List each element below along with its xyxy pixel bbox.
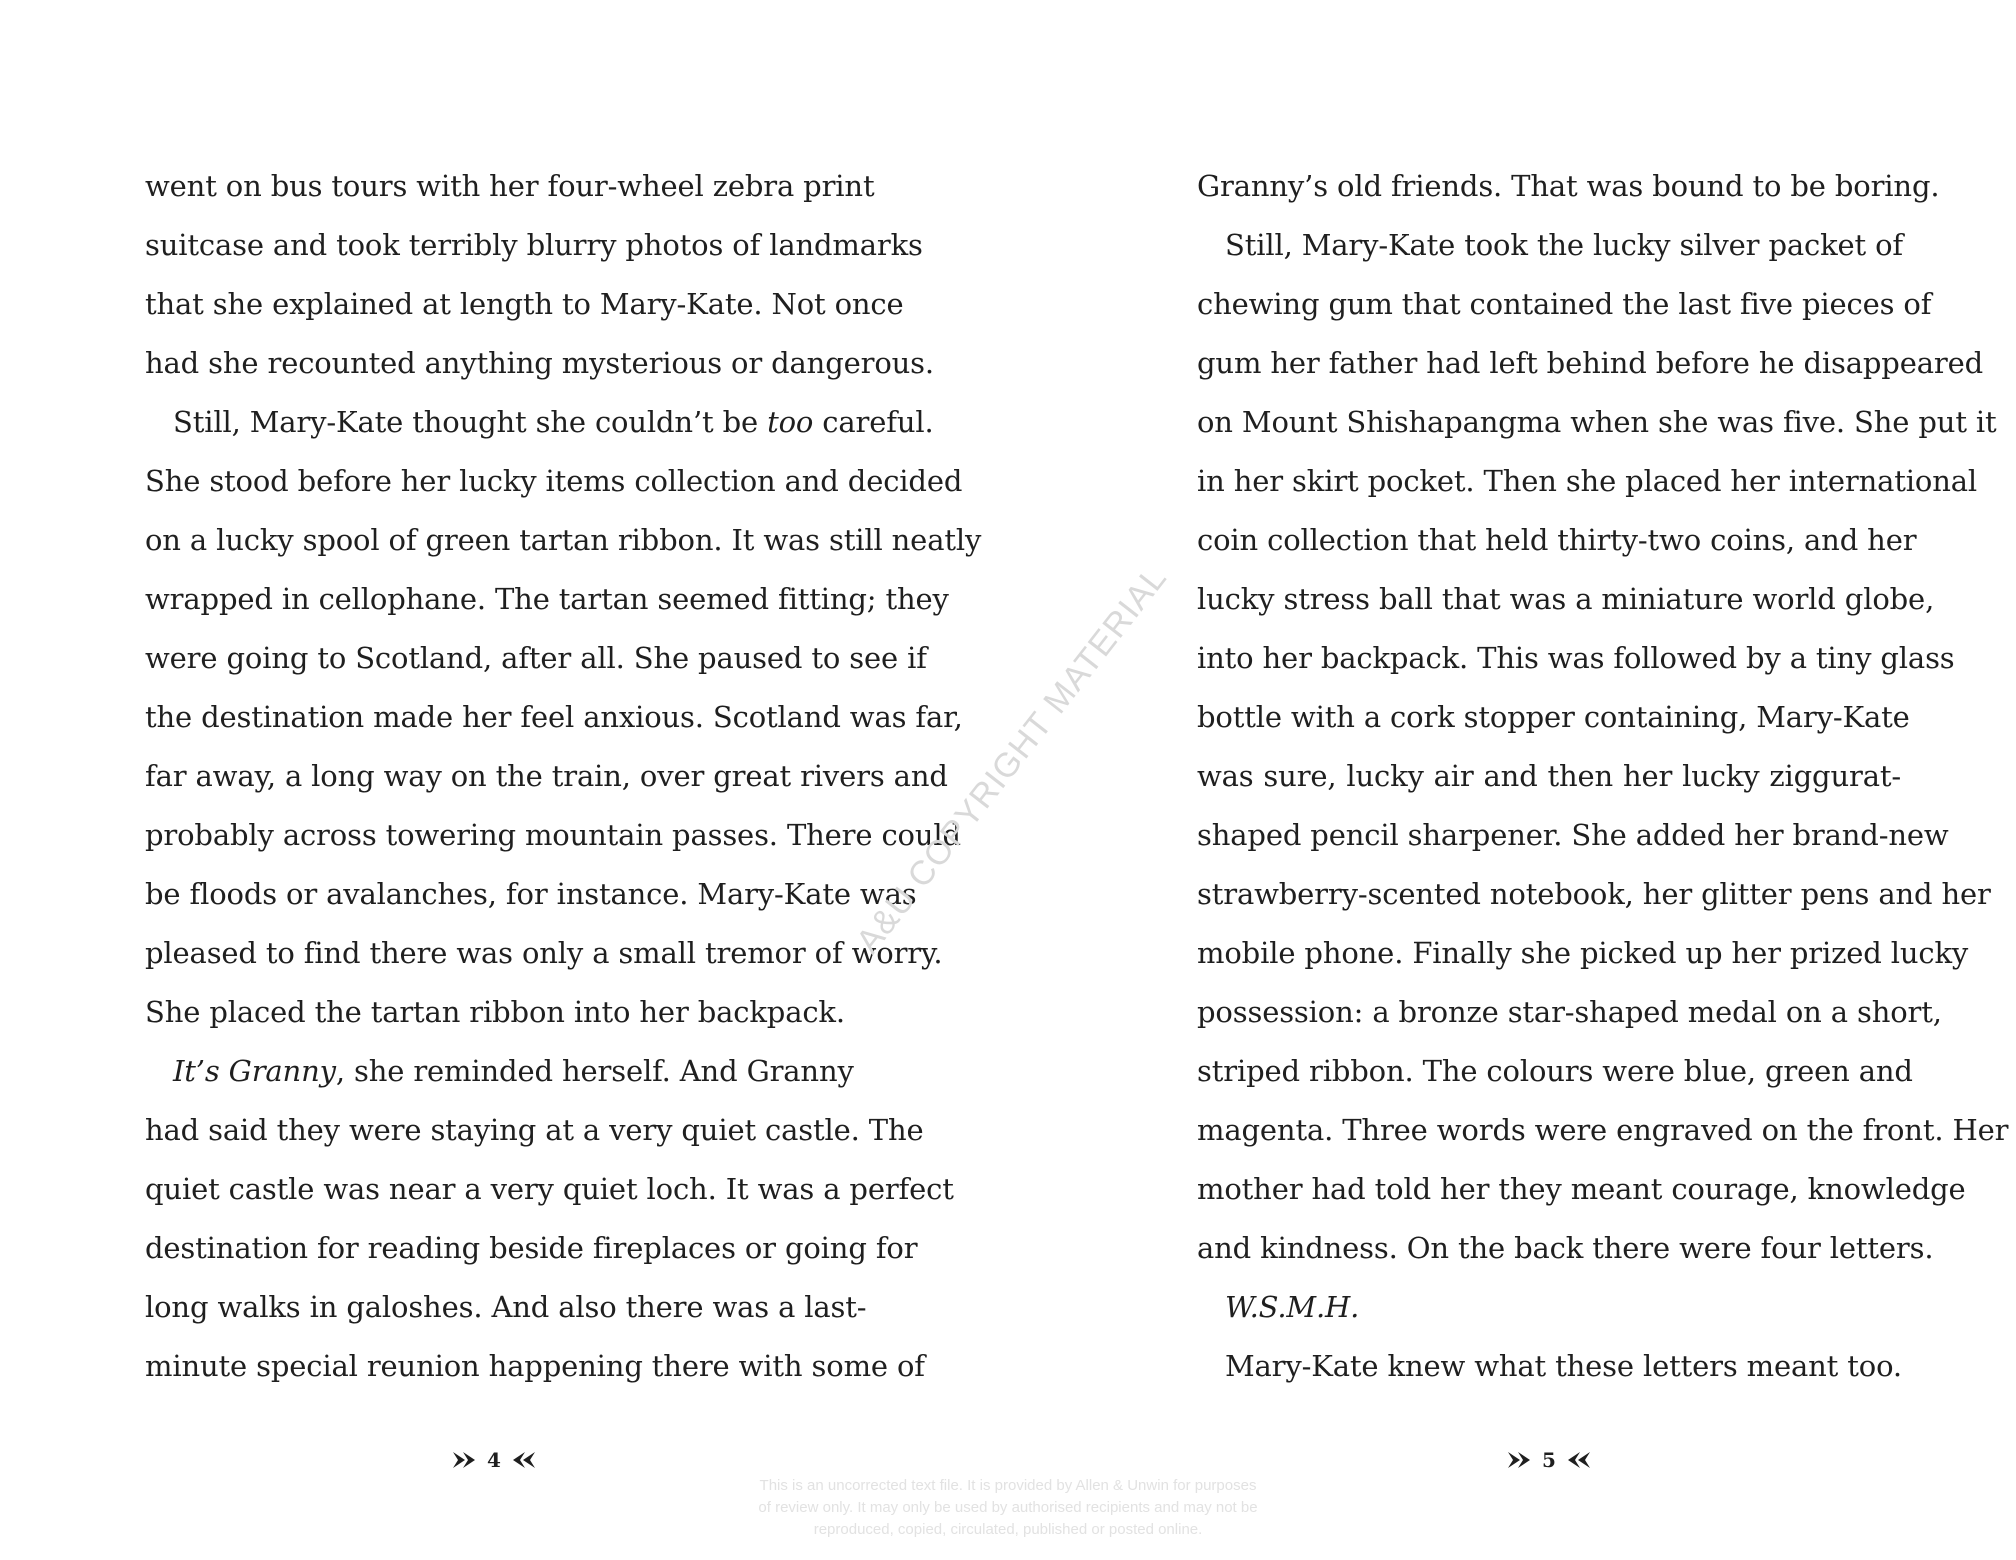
left-page-text — [145, 157, 982, 1396]
text-segment: destination for reading beside fireplaces or going for — [145, 1231, 918, 1265]
text-segment: in her skirt pocket. Then she placed her international — [1197, 464, 1978, 498]
text-segment: She placed the tartan ribbon into her backpack. — [145, 995, 845, 1029]
text-line — [1197, 157, 1940, 216]
text-line — [1197, 747, 1901, 806]
text-line — [145, 157, 875, 216]
text-segment: probably across towering mountain passes. There could — [145, 818, 961, 852]
text-line — [1197, 983, 1942, 1042]
text-segment: possession: a bronze star-shaped medal on a short, — [1197, 995, 1942, 1029]
text-segment: suitcase and took terribly blurry photos of landmarks — [145, 228, 923, 262]
text-segment: mother had told her they meant courage, knowledge — [1197, 1172, 1966, 1206]
arrow-ornament-left-icon — [511, 1449, 537, 1471]
text-line — [145, 806, 961, 865]
text-line — [1197, 393, 1997, 452]
text-segment: the destination made her feel anxious. Scotland was far, — [145, 700, 963, 734]
text-segment: striped ribbon. The colours were blue, green and — [1197, 1054, 1913, 1088]
text-line — [1197, 865, 1991, 924]
text-line — [145, 216, 923, 275]
text-segment: bottle with a cork stopper containing, Mary-Kate — [1197, 700, 1910, 734]
text-line — [145, 275, 904, 334]
text-line — [145, 393, 934, 452]
text-line — [145, 629, 927, 688]
text-segment: wrapped in cellophane. The tartan seemed fitting; they — [145, 582, 949, 616]
text-line — [145, 570, 949, 629]
text-line — [145, 1337, 925, 1396]
right-page-text — [1197, 157, 2009, 1396]
text-line — [1197, 452, 1978, 511]
text-segment: far away, a long way on the train, over great rivers and — [145, 759, 948, 793]
text-segment: magenta. Three words were engraved on the front. Her — [1197, 1113, 2009, 1147]
text-segment: gum her father had left behind before he disappeared — [1197, 346, 1984, 380]
text-line — [1197, 1101, 2009, 1160]
text-segment: and kindness. On the back there were four letters. — [1197, 1231, 1934, 1265]
text-line — [145, 747, 948, 806]
text-segment: strawberry-scented notebook, her glitter pens and her — [1197, 877, 1991, 911]
text-segment: were going to Scotland, after all. She paused to see if — [145, 641, 927, 675]
text-line — [1197, 806, 1949, 865]
text-line — [145, 511, 982, 570]
text-line — [145, 1278, 867, 1337]
text-segment: had she recounted anything mysterious or dangerous. — [145, 346, 934, 380]
text-line — [145, 924, 943, 983]
text-segment: mobile phone. Finally she picked up her prized lucky — [1197, 936, 1969, 970]
text-line — [145, 1101, 924, 1160]
page-number: 4 — [487, 1448, 501, 1472]
text-segment: Still, Mary-Kate thought she couldn’t be — [173, 405, 768, 439]
text-line — [1197, 511, 1917, 570]
text-segment: into her backpack. This was followed by a tiny glass — [1197, 641, 1955, 675]
arrow-ornament-right-icon — [451, 1449, 477, 1471]
text-line — [1197, 334, 1984, 393]
text-line — [1197, 1337, 1901, 1396]
text-segment: quiet castle was near a very quiet loch. It was a perfect — [145, 1172, 954, 1206]
text-segment: It’s Granny — [173, 1054, 336, 1088]
text-segment: had said they were staying at a very quiet castle. The — [145, 1113, 924, 1147]
text-segment: chewing gum that contained the last five pieces of — [1197, 287, 1932, 321]
arrow-ornament-right-icon — [1506, 1449, 1532, 1471]
text-segment: minute special reunion happening there with some of — [145, 1349, 925, 1383]
text-line — [1197, 1278, 1901, 1337]
text-segment: careful. — [813, 405, 934, 439]
text-line — [145, 1160, 954, 1219]
text-line — [1197, 688, 1910, 747]
text-segment: Mary-Kate knew what these letters meant too. — [1225, 1349, 1902, 1383]
disclaimer-line: reproduced, copied, circulated, published or posted online. — [813, 1521, 1203, 1538]
text-line — [1197, 629, 1955, 688]
text-segment: Granny’s old friends. That was bound to be boring. — [1197, 169, 1940, 203]
text-line — [145, 983, 849, 1042]
text-line — [145, 865, 917, 924]
text-line — [1197, 570, 1935, 629]
text-line — [1197, 1042, 1913, 1101]
review-disclaimer — [658, 1475, 1358, 1541]
page-number: 5 — [1542, 1448, 1556, 1472]
text-segment: be floods or avalanches, for instance. Mary-Kate was — [145, 877, 917, 911]
right-page-folio — [1489, 1440, 1609, 1480]
text-line — [1197, 1219, 1934, 1278]
arrow-ornament-left-icon — [1566, 1449, 1592, 1471]
text-line — [145, 452, 963, 511]
right-page — [1008, 0, 2016, 1560]
text-segment: She stood before her lucky items collection and decided — [145, 464, 963, 498]
text-segment: went on bus tours with her four-wheel zebra print — [145, 169, 875, 203]
text-line — [1197, 275, 1932, 334]
text-line — [145, 1219, 918, 1278]
text-segment: lucky stress ball that was a miniature world globe, — [1197, 582, 1935, 616]
left-page-folio — [434, 1440, 554, 1480]
text-segment: long walks in galoshes. And also there was a last- — [145, 1290, 867, 1324]
text-segment: Still, Mary-Kate took the lucky silver packet of — [1225, 228, 1903, 262]
text-segment: on a lucky spool of green tartan ribbon. It was still neatly — [145, 523, 982, 557]
text-line — [145, 334, 934, 393]
disclaimer-line: of review only. It may only be used by authorised recipients and may not be — [758, 1499, 1258, 1516]
text-line — [145, 1042, 854, 1101]
text-segment: pleased to find there was only a small tremor of worry. — [145, 936, 943, 970]
text-segment: on Mount Shishapangma when she was five. She put it — [1197, 405, 1997, 439]
text-line — [1197, 216, 1901, 275]
text-segment: too — [767, 405, 814, 439]
text-line — [145, 688, 963, 747]
text-segment: , she reminded herself. And Granny — [335, 1054, 854, 1088]
copyright-watermark: A&U COPYRIGHT MATERIAL — [848, 558, 1175, 961]
text-line — [1197, 1160, 1966, 1219]
text-segment: was sure, lucky air and then her lucky ziggurat- — [1197, 759, 1901, 793]
text-segment: shaped pencil sharpener. She added her brand-new — [1197, 818, 1949, 852]
text-segment: coin collection that held thirty-two coins, and her — [1197, 523, 1917, 557]
text-line — [1197, 924, 1969, 983]
disclaimer-line: This is an uncorrected text file. It is provided by Allen & Unwin for purposes — [759, 1477, 1257, 1494]
text-segment: W.S.M.H. — [1225, 1290, 1360, 1324]
text-segment: that she explained at length to Mary-Kate. Not once — [145, 287, 904, 321]
